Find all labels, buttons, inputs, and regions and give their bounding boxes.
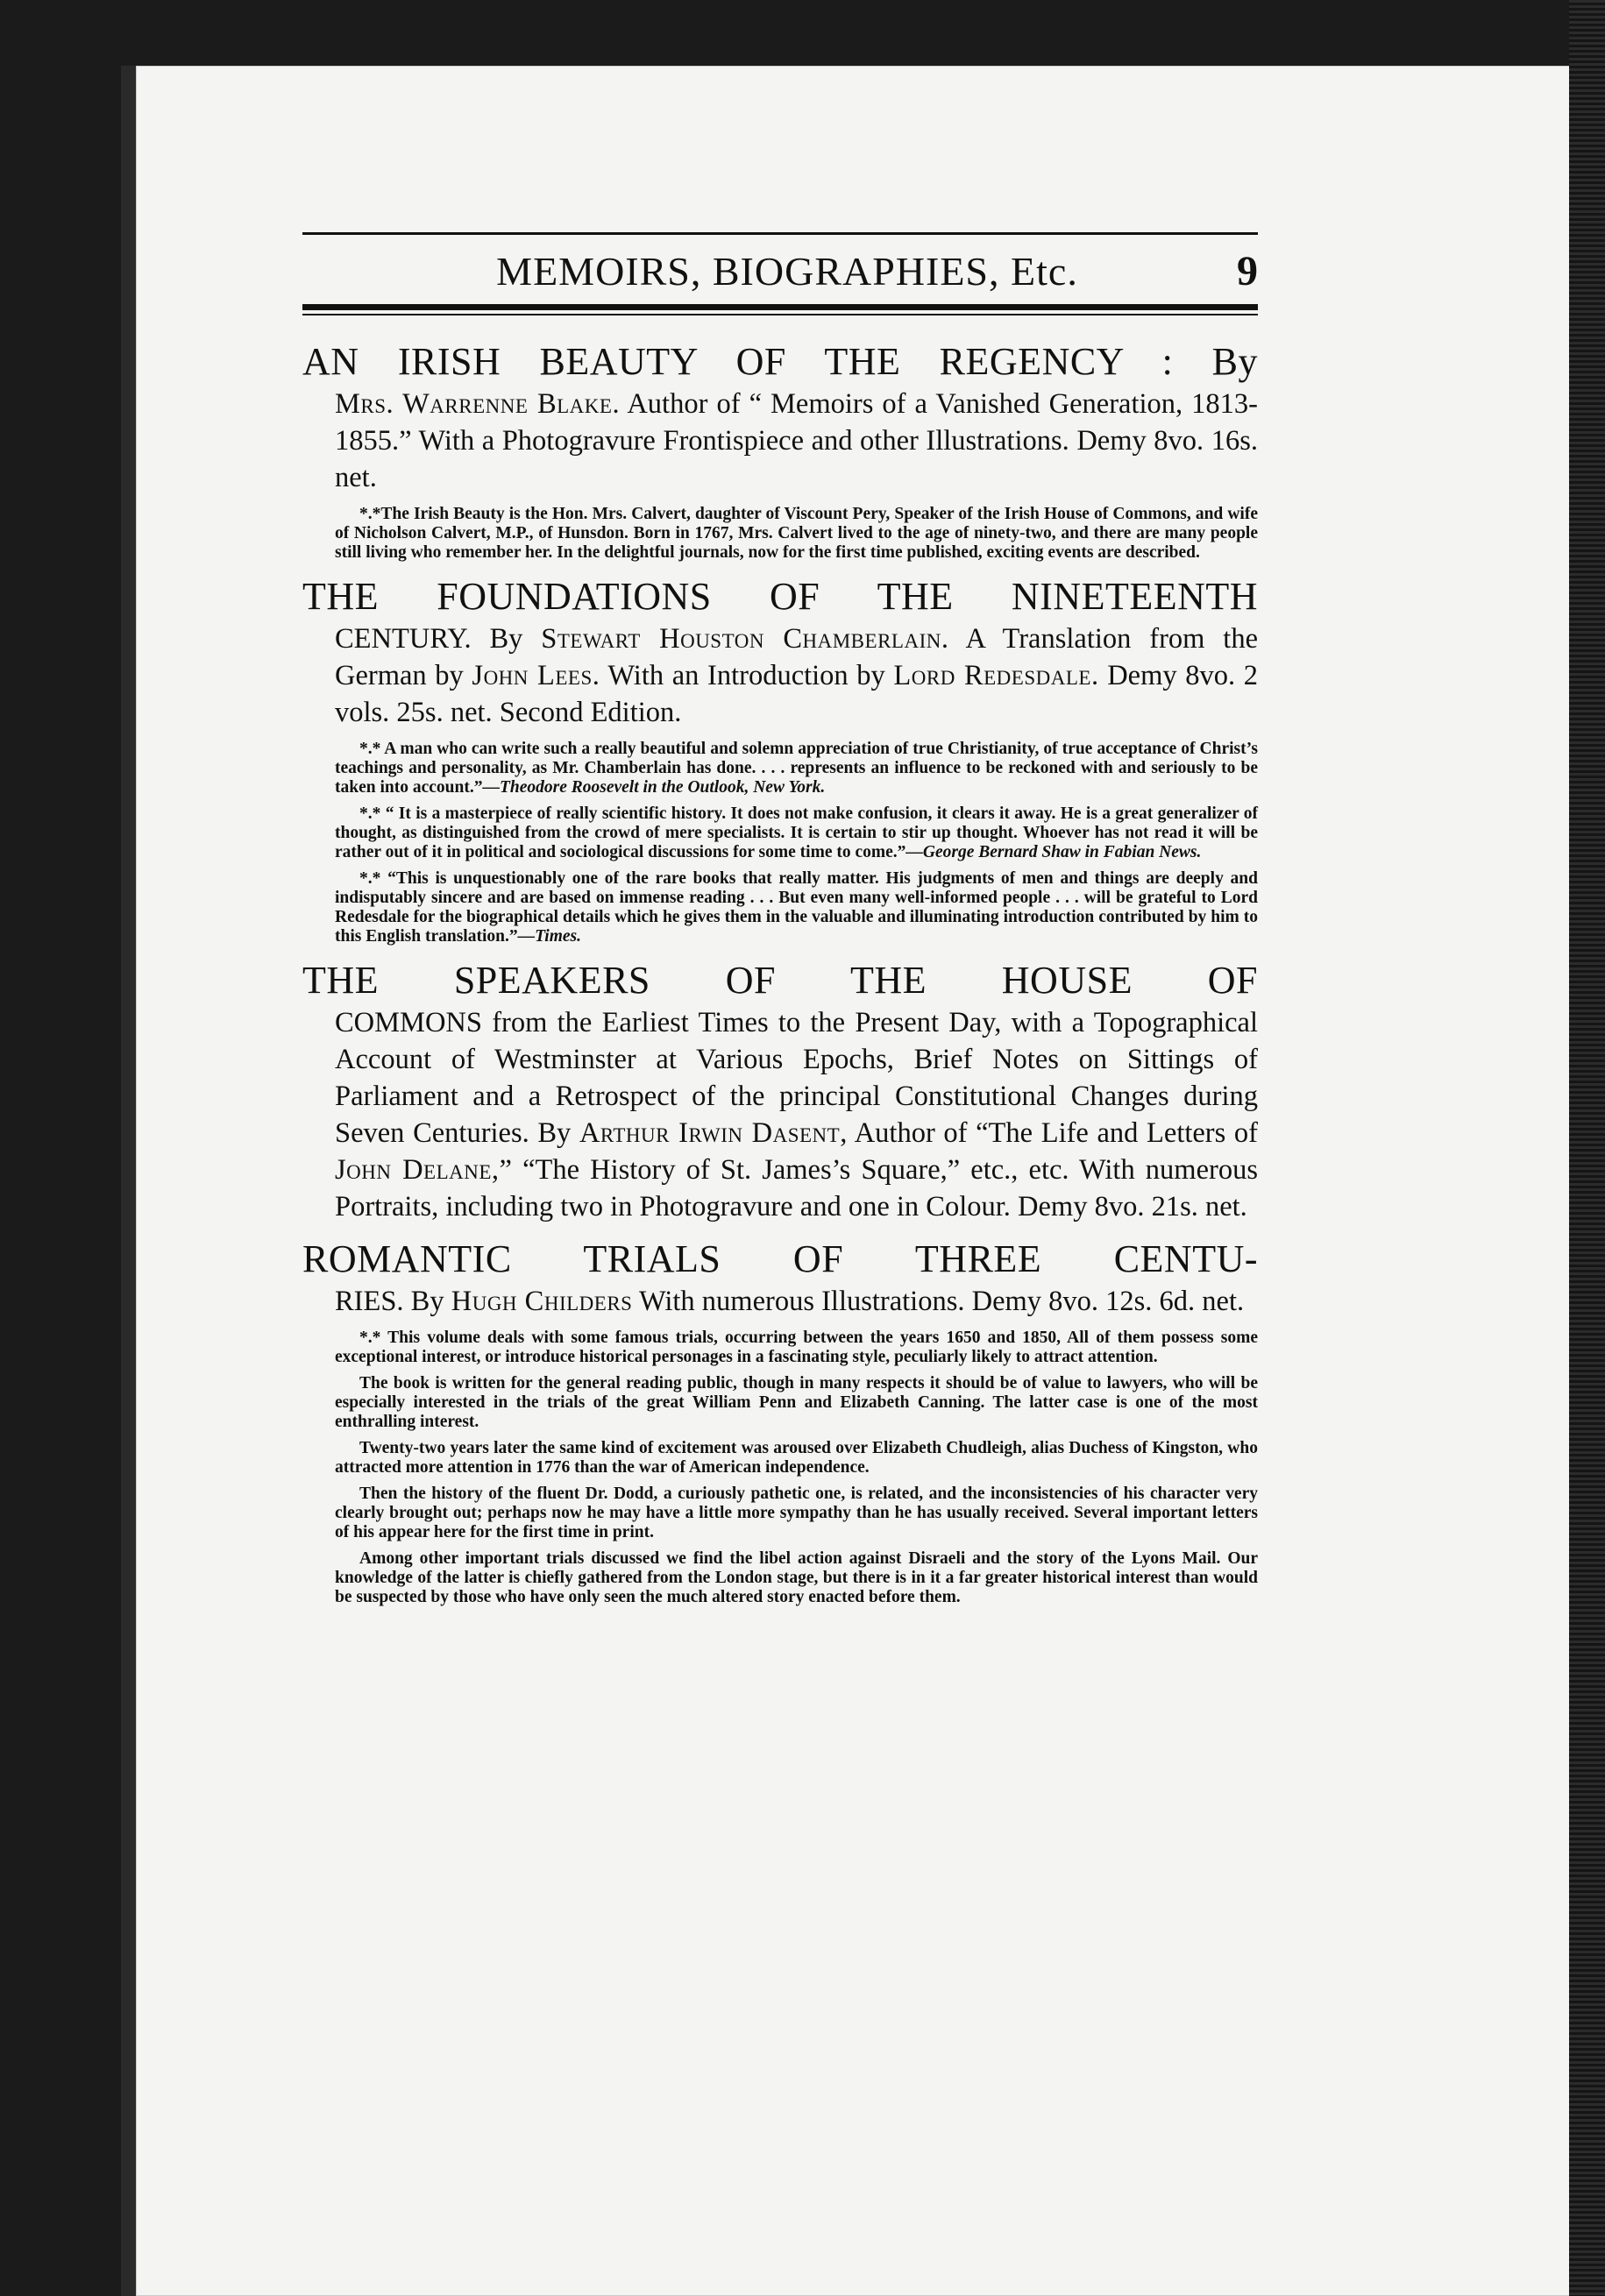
entry-description <box>302 620 1258 731</box>
head-rule-thick <box>302 304 1258 310</box>
note-paragraph <box>335 804 1258 862</box>
entry-title: ROMANTIC TRIALS OF THREE CENTU- <box>302 1237 1258 1280</box>
head-rule-thin <box>302 314 1258 315</box>
book-entry <box>302 573 1258 946</box>
entry-text: Author of “ Memoirs of a Vanished Generation, 1813-1855.” With a Photogravure Frontispiece and other Illustrations. Demy 8vo. 16s. net. <box>335 388 1258 493</box>
entry-description <box>302 386 1258 496</box>
scan-edge-stripe <box>1569 0 1605 2296</box>
entry-description <box>302 1004 1258 1225</box>
entry-text: With an Introduction by <box>600 660 894 691</box>
entry-text: Demy 8vo. 2 vols. 25s. net. Second Edition. <box>335 660 1258 728</box>
note-paragraph: Among other important trials discussed we find the libel action against Disraeli and the story of the Lyons Mail. Our knowledge of the latter is chiefly gathered from the London stage, but there is in it a far greater historical interest than would be suspected by those who have only seen the much altered story enacted before them. <box>335 1549 1258 1606</box>
entry-description <box>302 1283 1258 1320</box>
entry-text: A Translation from the German by <box>335 623 1259 691</box>
book-entry <box>302 957 1258 1225</box>
note-paragraph <box>335 869 1258 946</box>
entry-text: Author of “The Life and Letters of <box>847 1117 1258 1149</box>
author-name: Mrs. Warrenne Blake. <box>335 388 621 420</box>
press-notes <box>302 1329 1258 1607</box>
entry-text: CENTURY. By <box>335 623 542 655</box>
entry-title: THE SPEAKERS OF THE HOUSE OF <box>302 959 1258 1002</box>
entry-title: AN IRISH BEAUTY OF THE REGENCY : By <box>302 340 1258 383</box>
press-notes <box>302 740 1258 946</box>
subject-name: John Delane, <box>335 1154 500 1186</box>
note-text: *.* “ It is a masterpiece of really scientific history. It does not make confusion, it clears it away. He is a great generalizer of thought, as distinguished from the crowd of mere specialists. It is certain to stir up thought. Whoever has not read it will be rather out of it in political and sociological discussions for some time to come.” <box>335 804 1258 861</box>
entry-text: COMMONS from the Earliest Times to the Present Day, with a Topographical Account of Westminster at Various Epochs, Brief Notes on Sittings of Parliament and a Retrospect of the principal Constitutional Changes during Seven Centuries. By <box>335 1007 1258 1149</box>
entry-title: THE FOUNDATIONS OF THE NINETEENTH <box>302 575 1258 618</box>
note-paragraph: *.* This volume deals with some famous trials, occurring between the years 1650 and 1850, All of them possess some exceptional interest, or introduce historical personages in a fascinating style, peculiarly likely to attract attention. <box>335 1329 1258 1366</box>
note-paragraph: Then the history of the fluent Dr. Dodd, a curiously pathetic one, is related, and the inconsistencies of his character very clearly brought out; perhaps now he may have a little more sympathy than he has usually received. Several important letters of his appear here for the first time in print. <box>335 1485 1258 1541</box>
page-number: 9 <box>1237 248 1258 294</box>
author-name: Arthur Irwin Dasent, <box>579 1117 848 1149</box>
entry-text: ” “The History of St. James’s Square,” etc., etc. With numerous Portraits, including two in Photogravure and one in Colour. Demy 8vo. 21s. net. <box>335 1154 1258 1222</box>
note-source: —Times. <box>517 927 582 946</box>
note-paragraph: The book is written for the general reading public, though in many respects it should be of value to lawyers, who will be especially interested in the trials of the great William Penn and Elizabeth Canning. The latter case is one of the most enthralling interest. <box>335 1374 1258 1431</box>
note-text: *.* “This is unquestionably one of the rare books that really matter. His judgments of men and things are deeply and indisputably sincere and are based on immense reading . . . But even many well-informed people . . . will be grateful to Lord Redesdale for the biographical details which he gives them in the valuable and illuminating introduction contributed by him to this English translation.” <box>335 869 1258 946</box>
press-notes <box>302 505 1258 563</box>
note-paragraph: *.*The Irish Beauty is the Hon. Mrs. Calvert, daughter of Viscount Pery, Speaker of the Irish House of Commons, and wife of Nicholson Calvert, M.P., of Hunsdon. Born in 1767, Mrs. Calvert lived to the age of ninety-two, and there are many people still living who remember her. In the delightful journals, now for the first time published, exciting events are described. <box>335 505 1258 562</box>
running-head <box>302 235 1258 302</box>
translator-name: John Lees. <box>472 660 600 691</box>
book-entry <box>302 1236 1258 1607</box>
author-name: Stewart Houston Chamberlain. <box>541 623 949 655</box>
note-source: —Theodore Roosevelt in the Outlook, New York. <box>482 778 826 797</box>
introducer-name: Lord Redesdale. <box>893 660 1099 691</box>
page-content <box>302 232 1258 1618</box>
author-name: Hugh Childers <box>451 1286 633 1317</box>
note-paragraph <box>335 740 1258 797</box>
note-source: —George Bernard Shaw in Fabian News. <box>905 843 1202 861</box>
entry-text: RIES. By <box>335 1286 451 1317</box>
entry-text: With numerous Illustrations. Demy 8vo. 12s. 6d. net. <box>632 1286 1245 1317</box>
book-entry <box>302 338 1258 563</box>
note-text: *.* A man who can write such a really beautiful and solemn appreciation of true Christianity, of true acceptance of Christ’s teachings and personality, as Mr. Chamberlain has done. . . . represents an influence to be reckoned with and seriously to be taken into account.” <box>335 740 1258 797</box>
note-paragraph: Twenty-two years later the same kind of excitement was aroused over Elizabeth Chudleigh, alias Duchess of Kingston, who attracted more attention in 1776 than the war of American independence. <box>335 1439 1258 1477</box>
running-head-title: MEMOIRS, BIOGRAPHIES, Etc. <box>496 249 1078 294</box>
book-spine-edge <box>121 66 136 2296</box>
